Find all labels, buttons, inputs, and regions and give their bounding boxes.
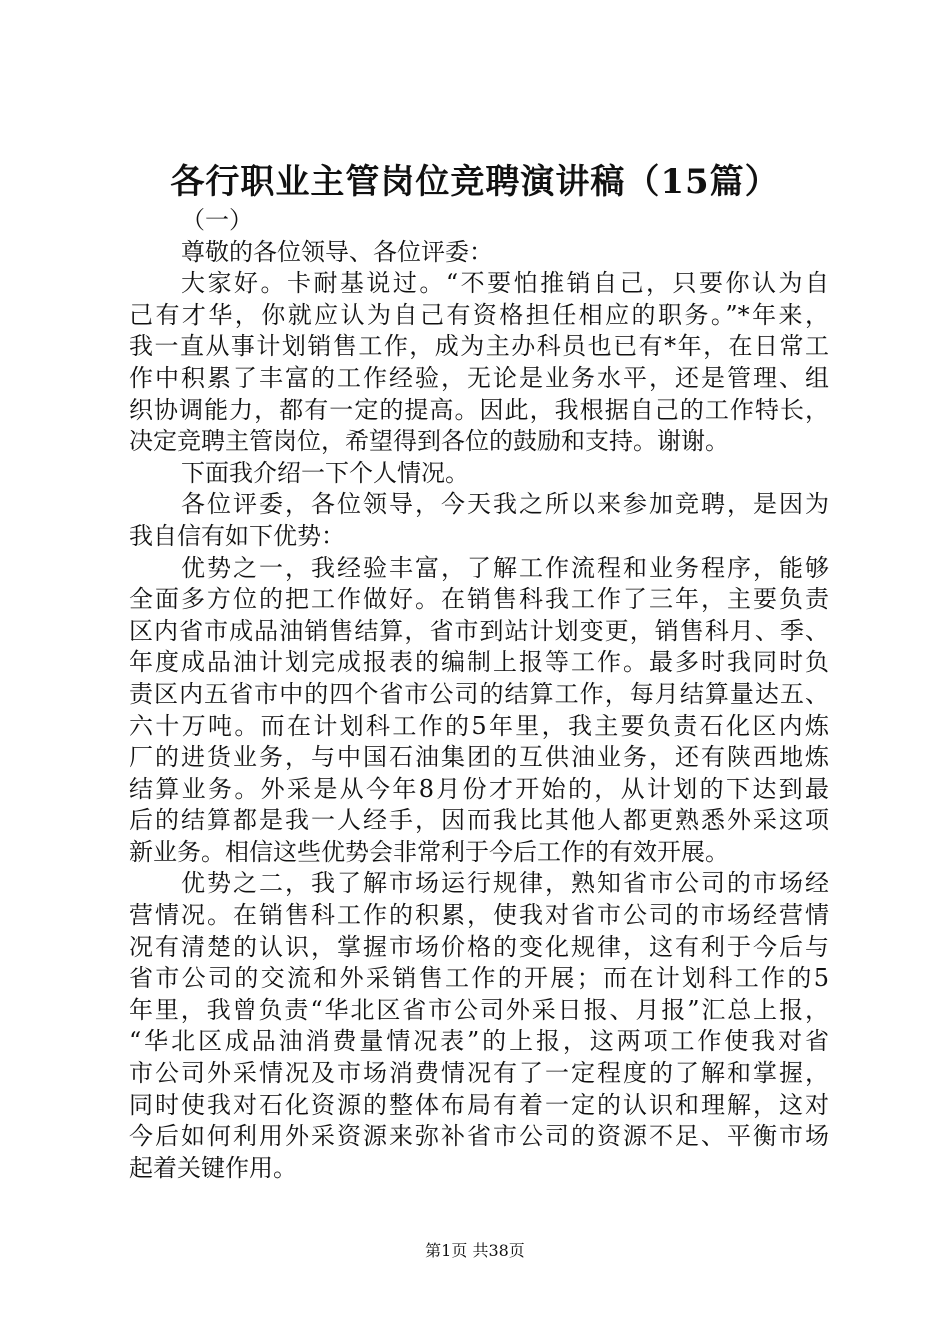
text-line: 尊敬的各位领导、各位评委： [181, 237, 493, 266]
text-line: 我自信有如下优势： [129, 521, 345, 550]
text-line: 况有清楚的认识，掌握市场价格的变化规律，这有利于今后与 [129, 932, 829, 961]
text-line: “华北区成品油消费量情况表”的上报，这两项工作使我对省 [129, 1027, 829, 1056]
text-line: 后的结算都是我一人经手，因而我比其他人都更熟悉外采这项 [129, 806, 829, 835]
text-line: 省市公司的交流和外采销售工作的开展；而在计划科工作的5 [129, 964, 829, 993]
text-line: 优势之二，我了解市场运行规律，熟知省市公司的市场经 [181, 869, 829, 898]
text-line: 各位评委，各位领导，今天我之所以来参加竞聘，是因为 [181, 490, 829, 519]
text-line: 起着关键作用。 [129, 1153, 297, 1182]
text-line: 作中积累了丰富的工作经验，无论是业务水平，还是管理、组 [129, 363, 829, 392]
text-line: 区内省市成品油销售结算，省市到站计划变更，销售科月、季、 [129, 616, 829, 645]
document-title: 各行职业主管岗位竞聘演讲稿（15篇） [170, 162, 780, 202]
text-line: 大家好。卡耐基说过。“不要怕推销自己，只要你认为自 [181, 269, 829, 298]
page-footer: 第1页 共38页 [425, 1241, 525, 1260]
text-line: （一） [181, 206, 253, 234]
text-line: 厂的进货业务，与中国石油集团的互供油业务，还有陕西地炼 [129, 743, 829, 772]
text-line: 全面多方位的把工作做好。在销售科我工作了三年，主要负责 [129, 585, 829, 614]
document-body [129, 205, 829, 1184]
text-line: 六十万吨。而在计划科工作的5年里，我主要负责石化区内炼 [129, 711, 829, 740]
text-line: 年里，我曾负责“华北区省市公司外采日报、月报”汇总上报， [129, 995, 829, 1024]
text-line: 织协调能力，都有一定的提高。因此，我根据自己的工作特长， [129, 395, 829, 424]
text-line: 同时使我对石化资源的整体布局有着一定的认识和理解，这对 [129, 1090, 829, 1119]
text-line: 今后如何利用外采资源来弥补省市公司的资源不足、平衡市场 [129, 1122, 829, 1151]
text-line: 优势之一，我经验丰富，了解工作流程和业务程序，能够 [181, 553, 829, 582]
text-line: 新业务。相信这些优势会非常利于今后工作的有效开展。 [129, 837, 729, 866]
text-line: 决定竞聘主管岗位，希望得到各位的鼓励和支持。谢谢。 [129, 427, 729, 456]
text-line: 营情况。在销售科工作的积累，使我对省市公司的市场经营情 [129, 901, 829, 930]
text-line: 市公司外采情况及市场消费情况有了一定程度的了解和掌握， [129, 1059, 829, 1088]
text-line: 我一直从事计划销售工作，成为主办科员也已有*年，在日常工 [129, 332, 829, 361]
text-line: 己有才华，你就应认为自己有资格担任相应的职务。”*年来， [129, 300, 829, 329]
text-line: 年度成品油计划完成报表的编制上报等工作。最多时我同时负 [129, 648, 829, 677]
text-line: 下面我介绍一下个人情况。 [181, 458, 469, 487]
text-line: 结算业务。外采是从今年8月份才开始的，从计划的下达到最 [129, 774, 829, 803]
text-line: 责区内五省市中的四个省市公司的结算工作，每月结算量达五、 [129, 679, 829, 708]
